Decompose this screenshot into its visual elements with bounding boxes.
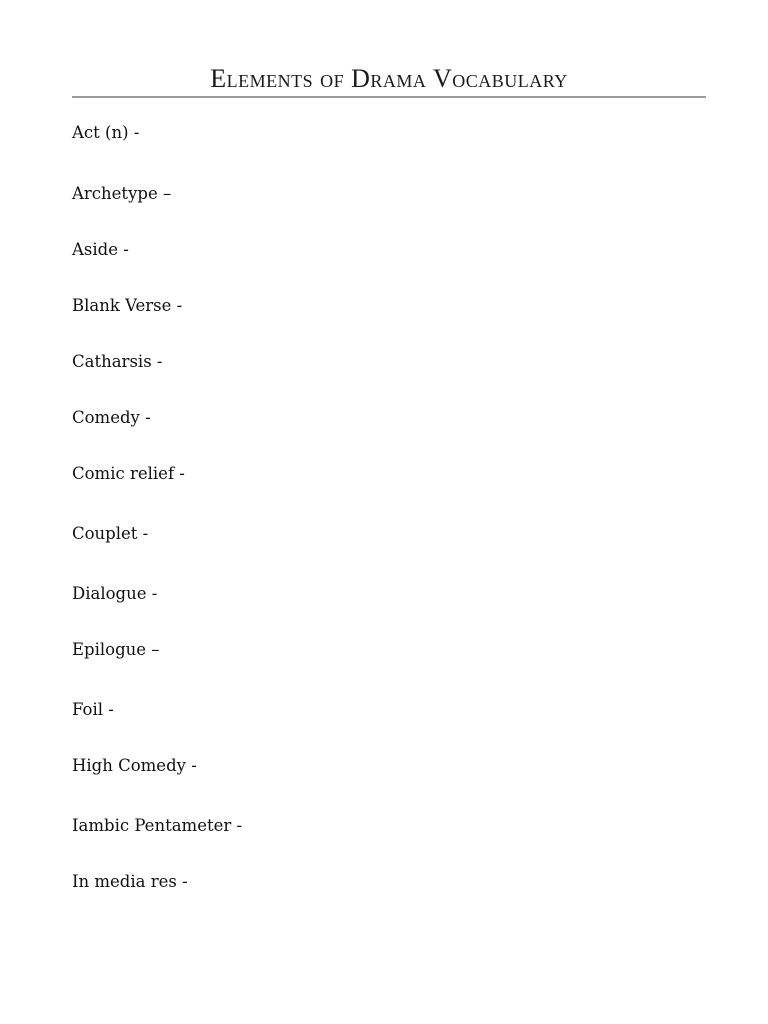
vocabulary-term: Archetype – [72, 184, 172, 203]
vocabulary-term: Catharsis - [72, 352, 163, 371]
vocabulary-term: Couplet - [72, 524, 149, 543]
vocabulary-term: Blank Verse - [72, 296, 183, 315]
vocabulary-term: Foil - [72, 700, 114, 719]
vocabulary-term: Aside - [72, 240, 129, 259]
vocabulary-term: Dialogue - [72, 584, 158, 603]
title-divider [72, 96, 706, 98]
vocabulary-term: High Comedy - [72, 756, 197, 775]
vocabulary-term: Comedy - [72, 408, 151, 427]
vocabulary-term: Iambic Pentameter - [72, 816, 243, 835]
vocabulary-term: Epilogue – [72, 640, 160, 659]
page-title: Elements of Drama Vocabulary [210, 64, 568, 93]
vocabulary-term: Comic relief - [72, 464, 185, 483]
vocabulary-term: In media res - [72, 872, 188, 891]
vocabulary-term: Act (n) - [72, 123, 140, 142]
